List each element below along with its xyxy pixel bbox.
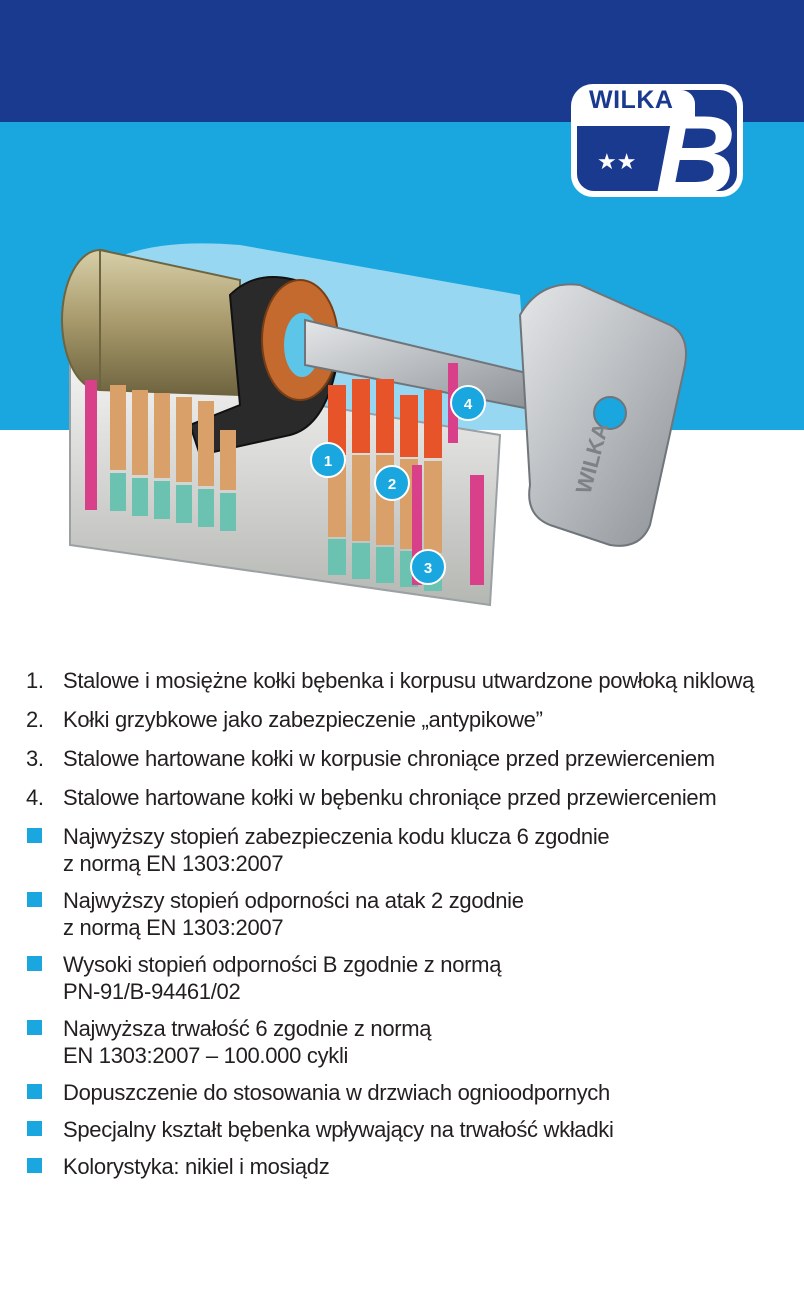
bullet-line-1: Wysoki stopień odporności B zgodnie z normą — [63, 952, 502, 977]
bullet-line-2: EN 1303:2007 – 100.000 cykli — [63, 1043, 349, 1068]
numbered-item-1 — [24, 667, 794, 694]
svg-text:3: 3 — [423, 560, 433, 577]
bullet-line-1: Najwyższy stopień odporności na atak 2 zgodnie — [63, 888, 524, 913]
bullet-item-colors — [24, 1153, 794, 1180]
svg-text:2: 2 — [387, 476, 397, 493]
item-text: Stalowe hartowane kołki w korpusie chroniące przed przewierceniem — [63, 746, 715, 771]
bullet-line-2: PN-91/B-94461/02 — [63, 979, 241, 1004]
item-number: 2. — [26, 707, 44, 732]
numbered-item-3 — [24, 745, 794, 772]
bullet-square-icon — [27, 1121, 42, 1136]
stars-icon: ★★ — [597, 150, 637, 175]
bullet-line-1: Najwyższa trwałość 6 zgodnie z normą — [63, 1016, 432, 1041]
bullet-square-icon — [27, 956, 42, 971]
bullet-square-icon — [27, 892, 42, 907]
bullet-square-icon — [27, 828, 42, 843]
bullet-item-fire-doors — [24, 1079, 794, 1106]
item-text: Kołki grzybkowe jako zabezpieczenie „antypikowe” — [63, 707, 543, 732]
bullet-square-icon — [27, 1084, 42, 1099]
bullet-line-1: Kolorystyka: nikiel i mosiądz — [63, 1154, 330, 1179]
bullet-item-attack-resistance — [24, 887, 794, 941]
bullet-item-class-b — [24, 951, 794, 1005]
bullet-line-2: z normą EN 1303:2007 — [63, 851, 284, 876]
item-text: Stalowe i mosiężne kołki bębenka i korpusu utwardzone powłoką niklową — [63, 668, 755, 693]
item-text: Stalowe hartowane kołki w bębenku chroniące przed przewierceniem — [63, 785, 717, 810]
bullet-item-plug-shape — [24, 1116, 794, 1143]
key-imprint: WILKA — [570, 420, 614, 497]
bullet-square-icon — [27, 1020, 42, 1035]
item-number: 4. — [26, 785, 44, 810]
numbered-item-4 — [24, 784, 794, 811]
bullet-line-1: Najwyższy stopień zabezpieczenia kodu klucza 6 zgodnie — [63, 824, 610, 849]
bullet-line-2: z normą EN 1303:2007 — [63, 915, 284, 940]
brand-name: WILKA — [589, 86, 674, 114]
feature-list — [24, 667, 794, 1190]
class-letter: B — [655, 93, 736, 199]
bullet-item-durability — [24, 1015, 794, 1069]
bullet-item-key-code — [24, 823, 794, 877]
cylinder-cutaway-illustration — [40, 225, 760, 620]
marker-1 — [311, 443, 345, 477]
numbered-item-2 — [24, 706, 794, 733]
item-number: 3. — [26, 746, 44, 771]
svg-text:1: 1 — [323, 453, 333, 470]
marker-4 — [451, 386, 485, 420]
bullet-line-1: Dopuszczenie do stosowania w drzwiach ognioodpornych — [63, 1080, 610, 1105]
marker-3 — [411, 550, 445, 584]
marker-2 — [375, 466, 409, 500]
svg-text:4: 4 — [463, 396, 473, 413]
bullet-square-icon — [27, 1158, 42, 1173]
bullet-line-1: Specjalny kształt bębenka wpływający na trwałość wkładki — [63, 1117, 614, 1142]
item-number: 1. — [26, 668, 44, 693]
